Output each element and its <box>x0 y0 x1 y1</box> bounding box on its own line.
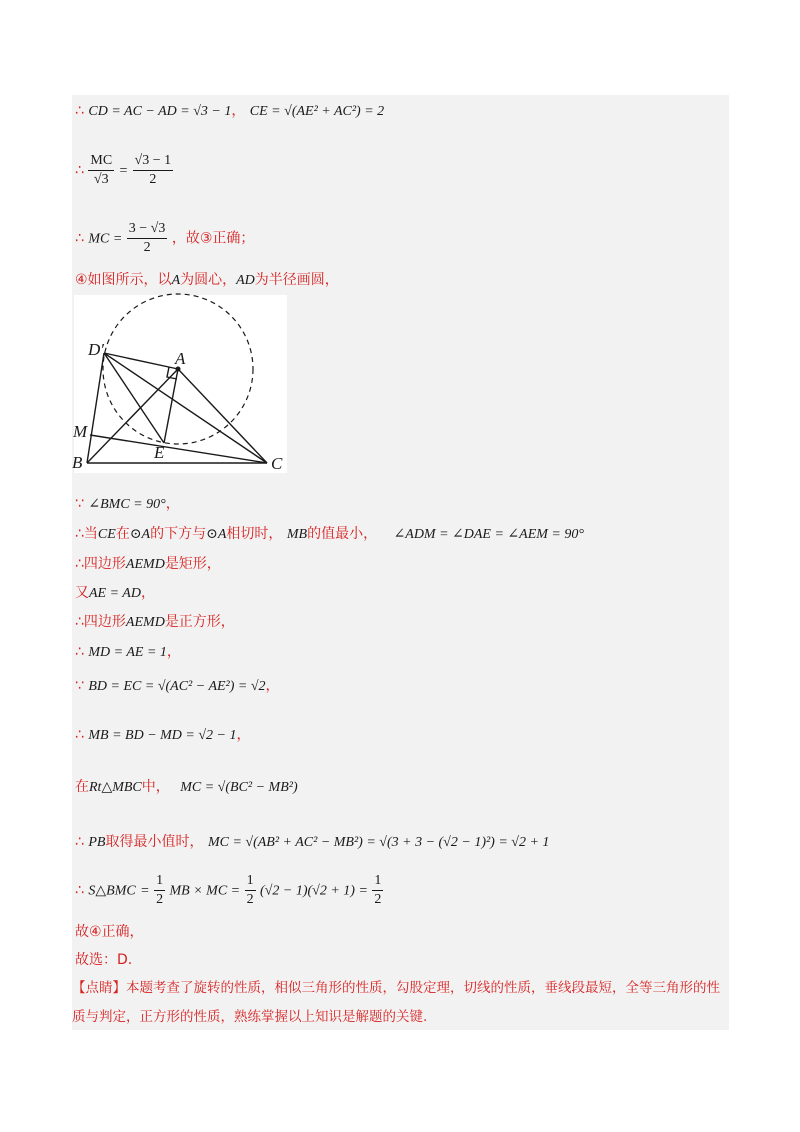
step-square: ∴四边形AEMD是正方形， <box>75 614 235 630</box>
fraction-mc-sqrt3: $\frac{MC}{√3}$ <box>90 153 113 187</box>
step-cd-ce <box>75 102 384 121</box>
therefore-symbol: ∴ <box>75 103 84 119</box>
conclusion-3: ，故③正确； <box>171 230 255 247</box>
step-mc-value <box>75 220 254 257</box>
formula-ce: CE = √(AE² + AC²) = 2 <box>249 104 385 119</box>
formula-mc: MC = <box>88 231 123 247</box>
segment-ae <box>164 369 178 443</box>
formula-cd: CD = AC − AD = √3 − 1 <box>88 104 232 119</box>
step-mc-min: ∴ PB取得最小值时， MC = √(AB² + AC² − MB²) = √(3 + 3 − (√2 − 1)²) = √2 + 1 <box>75 834 550 850</box>
label-d: D′ <box>88 340 104 359</box>
label-b: B <box>72 453 83 472</box>
fraction-mc-value: $\frac{3 - √3}{2}$ <box>128 221 166 255</box>
geometry-diagram <box>74 295 287 473</box>
step-ae-ad: 又AE = AD， <box>75 585 155 601</box>
label-m: M <box>73 422 88 441</box>
label-e: E <box>154 443 165 462</box>
segment-ac <box>178 369 267 463</box>
equals: = <box>118 163 129 179</box>
fraction-right: $\frac{√3 - 1}{2}$ <box>134 153 172 187</box>
conclusion-4: 故④正确， <box>75 924 144 940</box>
step-area: ∴ S△BMC = $\frac{1}{2}$ MB × MC = $\frac{1}{2}$ (√2 − 1)(√2 + 1) = $\frac{1}{2}$ <box>75 873 382 907</box>
label-c: C <box>271 454 283 473</box>
step-mc-ratio <box>75 152 173 189</box>
step-rectangle: ∴四边形AEMD是矩形， <box>75 556 221 572</box>
label-a: A <box>175 349 186 368</box>
therefore-symbol: ∴ <box>75 162 84 179</box>
answer-choice: 故选：D. <box>75 952 133 968</box>
step-rt-mbc: 在Rt△MBC中， MC = √(BC² − MB²) <box>75 779 298 795</box>
step-bd-ec: ∵ BD = EC = √(AC² − AE²) = √2， <box>75 678 280 694</box>
segment-db <box>87 353 104 463</box>
key-point-note: 【点睛】本题考查了旋转的性质，相似三角形的性质，勾股定理，切线的性质，垂线段最短，全等三角形的性质与判定，正方形的性质，熟练掌握以上知识是解题的关键. <box>72 980 720 1025</box>
therefore-symbol: ∴ <box>75 230 84 247</box>
step-tangent: ∴当CE在⊙A的下方与⊙A相切时， MB的值最小， ∠ADM = ∠DAE = ∠AEM = 90° <box>75 526 584 542</box>
step-md: ∴ MD = AE = 1， <box>75 644 181 660</box>
step-mb: ∴ MB = BD − MD = √2 − 1， <box>75 727 251 743</box>
diagram-svg <box>74 295 287 473</box>
step-4-intro: ④如图所示，以A为圆心，AD为半径画圆， <box>75 272 339 288</box>
step-angle-bmc: ∵ ∠BMC = 90°， <box>75 496 180 512</box>
separator: ， <box>231 103 246 119</box>
segment-mc <box>90 435 267 463</box>
